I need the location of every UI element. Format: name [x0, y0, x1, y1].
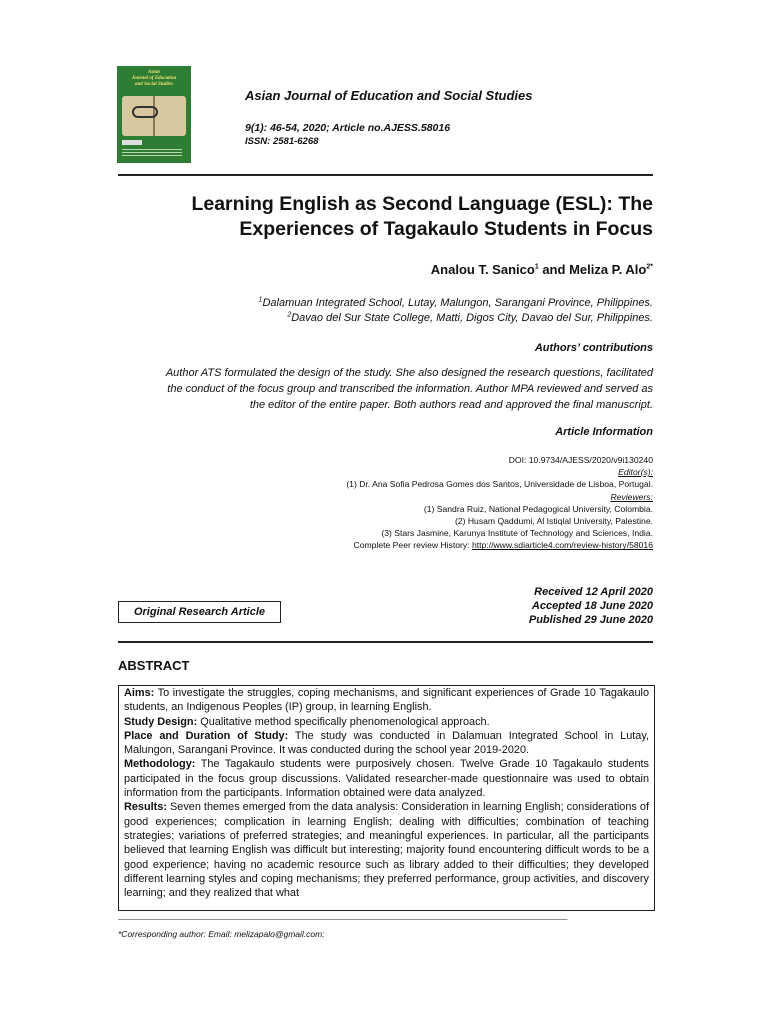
affil-text: Davao del Sur State College, Matti, Digos City, Davao del Sur, Philippines. — [291, 312, 653, 324]
author-affil-mark: 1 — [534, 263, 539, 271]
cover-title-line: Journal of Education — [131, 76, 177, 81]
reviewer-entry: (1) Sandra Ruiz, National Pedagogical University, Colombia. — [423, 503, 653, 514]
abstract-aims — [124, 686, 649, 715]
author-name: Meliza P. Alo — [569, 262, 647, 277]
affiliation — [259, 296, 653, 311]
article-info-heading: Article Information — [555, 426, 653, 438]
cover-title-line: and Social Studies — [134, 82, 174, 87]
results-text: Seven themes emerged from the data analysis: Consideration in learning English; considerations of good experiences; complication in learning English; dealing with difficulties; combination of teaching strategies; variations of preferred strategies; and meaningful experiences. In particular, all the participants believed that learning English was difficult but interesting; majority found encountering difficult words to be a good experience; having no academic resource such as library added to their difficulties; they developed different learning styles and coping mechanisms; they preferred performance, group activities, and discovery learning; and they realized that what — [124, 801, 649, 900]
doi: DOI: 10.9734/AJESS/2020/v9i130240 — [508, 455, 653, 465]
title-line: Experiences of Tagakaulo Students in Focus — [239, 218, 653, 240]
aims-label: Aims: — [124, 687, 155, 699]
affil-mark: 2 — [287, 311, 292, 319]
contributions-text — [118, 365, 653, 413]
abstract-place — [124, 729, 649, 758]
publication-dates — [529, 585, 653, 627]
abstract-box — [118, 685, 655, 911]
place-text: The study was conducted in Dalamuan Integrated School in Lutay, Malungon, Sarangani Province. It was conducted during the school year 2019-2020. — [124, 729, 649, 757]
cover-book-illustration — [122, 96, 186, 136]
affiliations — [259, 296, 653, 326]
published-date: Published 29 June 2020 — [528, 614, 653, 626]
abstract-design — [124, 715, 649, 729]
header-rule — [118, 174, 653, 176]
reviewer-entry: (3) Stars Jasmine, Karunya Institute of Technology and Sciences, India. — [381, 528, 653, 539]
place-label: Place and Duration of Study: — [124, 729, 289, 742]
accepted-date: Accepted 18 June 2020 — [531, 600, 653, 612]
affil-text: Dalamuan Integrated School, Lutay, Malungon, Sarangani Province, Philippines. — [262, 297, 653, 309]
cover-text-lines — [122, 149, 182, 150]
editor-entry: (1) Dr. Ana Sofia Pedrosa Gomes dos Santos, Universidade de Lisboa, Portugal. — [346, 479, 653, 490]
journal-citation: 9(1): 46-54, 2020; Article no.AJESS.58016 — [245, 122, 451, 134]
design-text: Qualitative method specifically phenomenological approach. — [197, 715, 490, 728]
abstract-heading: ABSTRACT — [118, 658, 190, 673]
aims-text: To investigate the struggles, coping mechanisms, and significant experiences of Grade 10 Tagakaulo students, an Indigenous Peoples (IP) group, in learning English. — [124, 687, 649, 714]
corresponding-author: *Corresponding author: Email: melizapalo@gmail.com; — [118, 929, 325, 939]
author-name: Analou T. Sanico — [430, 262, 535, 277]
methodology-text: The Tagakaulo students were purposively chosen. Twelve Grade 10 Tagakaulo students participated in the focus group discussions. Validated researcher-made questionnaire was used to obtain information from the participants. Information obtained were data analyzed. — [124, 758, 649, 800]
affil-mark: 1 — [258, 296, 263, 304]
journal-name: Asian Journal of Education and Social Studies — [245, 88, 533, 103]
reviewer-entry: (2) Husam Qaddumi, Al Istiqlal University, Palestine. — [454, 516, 653, 527]
journal-issn: ISSN: 2581-6268 — [245, 136, 319, 147]
author-conjunction: and — [538, 262, 570, 277]
article-info — [346, 454, 653, 552]
editors-label: Editor(s): — [618, 467, 653, 478]
footnote-separator: _____________________________________________________________________________________________________ — [118, 911, 568, 920]
design-label: Study Design: — [124, 715, 198, 728]
review-history-link[interactable]: http://www.sdiarticle4.com/review-history/58016 — [471, 540, 653, 551]
contrib-line: the conduct of the focus group and transcribed the information. Author MPA reviewed and served as — [167, 383, 653, 395]
review-history-label: Complete Peer review History: — [353, 540, 472, 551]
contrib-line: the editor of the entire paper. Both authors read and approved the final manuscript. — [249, 399, 653, 411]
abstract-methodology — [124, 757, 649, 800]
cover-label-band — [122, 140, 142, 145]
author-list — [431, 262, 653, 277]
contributions-heading: Authors’ contributions — [534, 342, 653, 354]
article-title — [118, 192, 653, 242]
title-line: Learning English as Second Language (ESL): The — [191, 193, 653, 215]
reviewers-label: Reviewers: — [610, 491, 653, 502]
review-history — [346, 539, 653, 551]
abstract-rule — [118, 641, 653, 643]
results-label: Results: — [124, 801, 167, 814]
affiliation — [259, 311, 653, 326]
received-date: Received 12 April 2020 — [534, 586, 653, 598]
article-type-badge: Original Research Article — [118, 601, 281, 623]
journal-cover-image — [117, 66, 191, 163]
methodology-label: Methodology: — [124, 758, 196, 771]
author-affil-mark: 2* — [646, 263, 653, 271]
contrib-line: Author ATS formulated the design of the study. She also designed the research questions, facilitated — [165, 367, 653, 379]
cover-title-line: Asian — [148, 70, 160, 75]
abstract-results — [124, 800, 649, 900]
